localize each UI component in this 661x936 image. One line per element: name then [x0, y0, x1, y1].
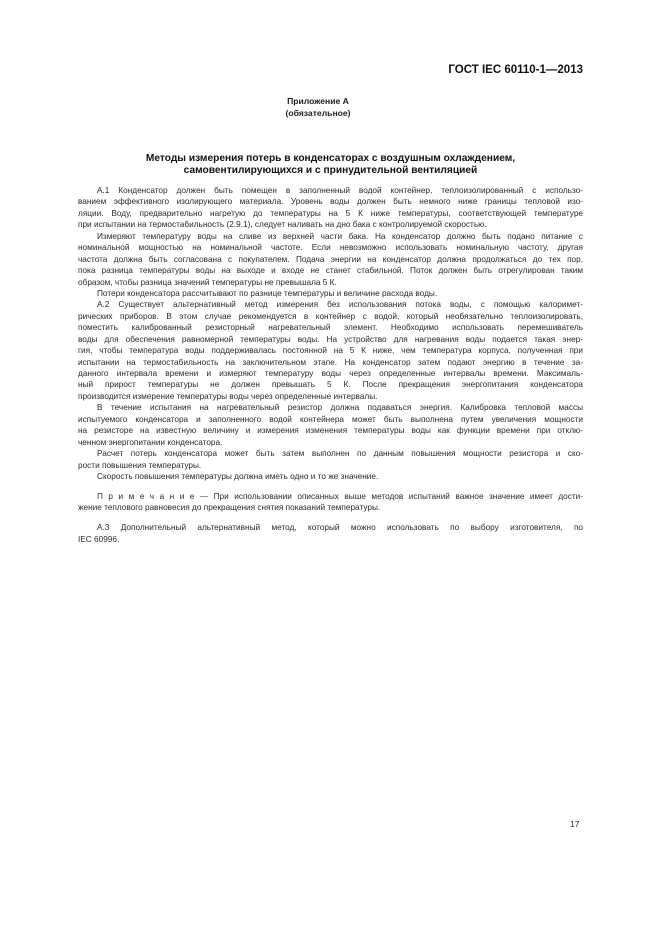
paragraph: [78, 185, 583, 231]
text-line: рических приборов. В этом случае рекомендуется в контейнер с водой, который необязательно теплоизолировать,: [78, 311, 583, 321]
text-line: образом, чтобы разница значений температуры не превышала 5 К.: [78, 277, 337, 287]
paragraph: [78, 299, 583, 402]
text-line: А.3 Дополнительный альтернативный метод, который можно использовать по выбору изготовителя, по: [97, 523, 583, 533]
text-line: А.1 Конденсатор должен быть помещен в заполненный водой контейнер, теплоизолированный с использо-: [97, 186, 583, 195]
text-line: на резисторе на известную величину и измерения изменения температуры воды как функции времени при отклю-: [78, 426, 583, 436]
text-line: ванием эффективного изолирующего материала. Уровень воды должен быть немного ниже границы тепловой изо-: [78, 197, 583, 207]
text-line: данного интервала времени и измеряют температуру воды через определенные интервалы времени. Максималь-: [78, 369, 583, 378]
text-line: производится измерение температуры воды через определенные интервалы.: [78, 391, 378, 401]
paragraph: [78, 522, 583, 545]
paragraph-gap: [78, 482, 583, 491]
document-body: [78, 185, 583, 545]
text-line: испытуемого конденсатора и заполненного водой контейнера может быть выполнена путем увеличения мощности: [78, 414, 583, 424]
text-line: испытании на термостабильность на заключительном этапе. На конденсатор затем подают энергию в течение за-: [78, 357, 583, 367]
text-line: рости повышения температуры.: [78, 460, 202, 470]
text-line: жение теплового равновесия до прекращения снятия показаний температуры.: [78, 503, 381, 513]
text-line: В течение испытания на нагревательный резистор должна подаваться энергия. Калибровка тепловой массы: [97, 403, 583, 413]
text-line: номинальной мощностью на номинальной частоте. Если невозможно использовать номинальную частоту, другая: [78, 243, 583, 253]
text-line: Измеряют температуру воды на сливе из верхней части бака. На конденсатор должно быть подано питание с: [97, 231, 583, 241]
paragraph: [78, 471, 583, 482]
text-line: ляции. Воду, предварительно нагретую до температуры на 5 К ниже температуры, соответствующей температуре: [78, 208, 583, 218]
text-line: IEC 60996.: [78, 534, 120, 544]
section-title-line-1: Методы измерения потерь в конденсаторах с воздушным охлаждением,: [145, 153, 516, 164]
section-title-line-2: самовентилирующихся и с принудительной вентиляцией: [183, 165, 478, 176]
text-line: воды для обеспечения равномерной температуры воды. На устройство для нагревания воды подается такая энер-: [78, 334, 583, 344]
paragraph: [78, 231, 583, 288]
text-line: П р и м е ч а н и е — При использовании описанных выше методов испытаний важное значение имеет дости-: [97, 491, 583, 501]
paragraph: [78, 288, 583, 299]
text-line: Скорость повышения температуры должна иметь одно и то же значение.: [97, 471, 379, 481]
paragraph-gap: [78, 514, 583, 523]
text-line: Расчет потерь конденсатора может быть затем выполнен по данным повышения мощности резистора и ско-: [97, 449, 583, 459]
annex-status: (обязательное): [285, 108, 351, 118]
text-line: поместить калиброванный резисторный нагревательный элемент. Необходимо использовать перемешиватель: [78, 323, 583, 333]
text-line: ный прирост температуры не должен превышать 5 К. После прекращения энергопитания конденсатора: [78, 380, 583, 390]
paragraph: [78, 402, 583, 448]
standard-designation: ГОСТ IEC 60110-1—2013: [448, 64, 583, 76]
text-line: частота должна быть согласована с покупателем. Подача энергии на конденсатор должна продолжаться до тех пор,: [78, 254, 583, 264]
page-number: 17: [570, 819, 580, 829]
text-line: ченном энергопитании конденсатора.: [78, 437, 223, 447]
paragraph: [78, 491, 583, 514]
text-line: Потери конденсатора рассчитывают по разнице температуры и величине расхода воды.: [97, 288, 438, 298]
annex-label: Приложение А: [287, 96, 349, 106]
text-line: пока разница температуры воды на выходе и входе не станет стабильной. Поток должен быть отрегулирован таким: [78, 266, 583, 276]
text-line: при испытании на термостабильность (2.9.1), следует наливать на дно бака с контролируемой скоростью.: [78, 220, 487, 230]
text-line: гия, чтобы температура воды поддерживалась постоянной на 5 К ниже, чем температура корпуса, полученная при: [78, 346, 583, 356]
paragraph: [78, 448, 583, 471]
text-line: А.2 Существует альтернативный метод измерения без использования потока воды, с помощью калоримет-: [97, 300, 583, 310]
